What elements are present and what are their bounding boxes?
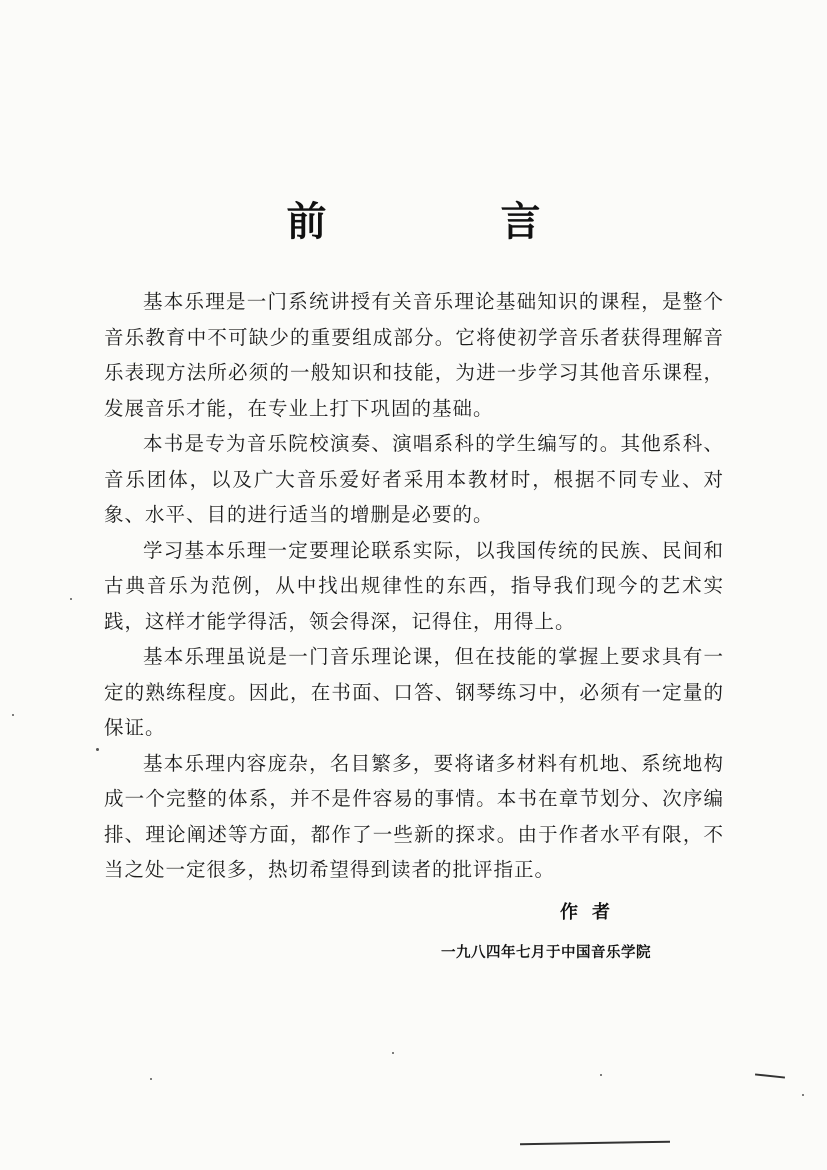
dateline: 一九八四年七月于中国音乐学院	[441, 945, 651, 961]
scan-speck	[12, 714, 14, 716]
preface-body	[104, 284, 724, 888]
scan-speck	[392, 1052, 394, 1054]
scan-speck	[802, 1094, 804, 1096]
author-signature: 作者	[560, 902, 624, 923]
page-title: 前 言	[286, 199, 621, 245]
preface-paragraph: 本书是专为音乐院校演奏、演唱系科的学生编写的。其他系科、音乐团体，以及广大音乐爱好者采用本教材时，根据不同专业、对象、水平、目的进行适当的增删是必要的。	[104, 432, 724, 526]
preface-paragraph: 基本乐理是一门系统讲授有关音乐理论基础知识的课程，是整个音乐教育中不可缺少的重要组成部分。它将使初学音乐者获得理解音乐表现方法所必须的一般知识和技能，为进一步学习其他音乐课程，发展音乐才能，在专业上打下巩固的基础。	[104, 290, 724, 420]
scan-scratch	[755, 1073, 785, 1078]
scan-scratch	[520, 1141, 670, 1145]
preface-paragraph: 基本乐理内容庞杂，名目繁多，要将诸多材料有机地、系统地构成一个完整的体系，并不是件容易的事情。本书在章节划分、次序编排、理论阐述等方面，都作了一些新的探求。由于作者水平有限，不当之处一定很多，热切希望得到读者的批评指正。	[104, 751, 724, 881]
scan-speck	[70, 598, 72, 600]
scan-speck	[150, 1078, 152, 1080]
scan-speck	[600, 1074, 602, 1076]
scan-speck	[96, 748, 99, 751]
preface-paragraph: 基本乐理虽说是一门音乐理论课，但在技能的掌握上要求具有一定的熟练程度。因此，在书面、口答、钢琴练习中，必须有一定量的保证。	[104, 645, 724, 739]
preface-paragraph: 学习基本乐理一定要理论联系实际，以我国传统的民族、民间和古典音乐为范例，从中找出规律性的东西，指导我们现今的艺术实践，这样才能学得活，领会得深，记得住，用得上。	[104, 538, 724, 633]
